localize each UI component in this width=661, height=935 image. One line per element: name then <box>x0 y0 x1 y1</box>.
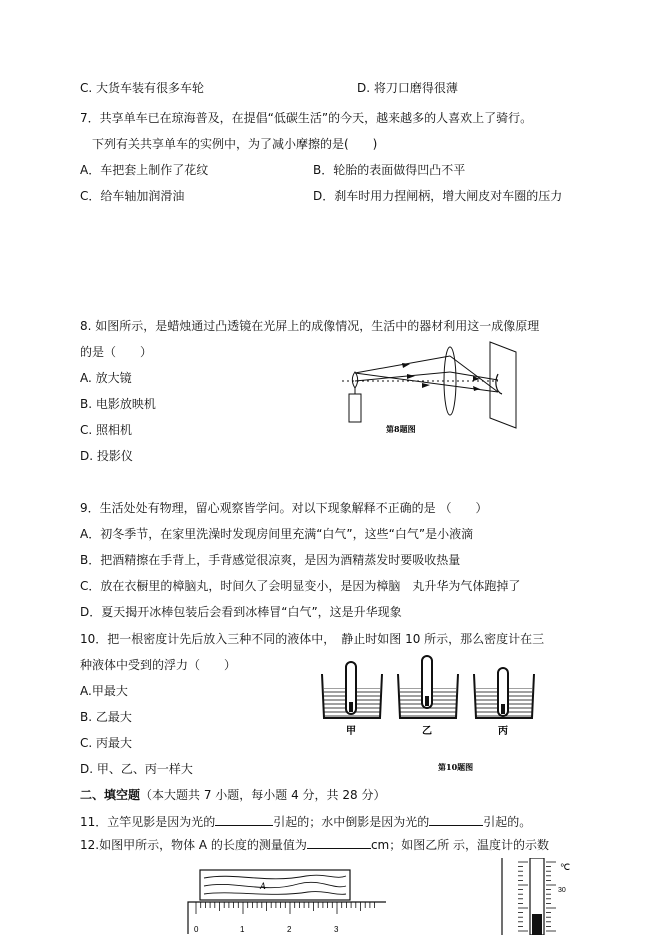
q12-part1: 12.如图甲所示，物体 A 的长度的测量值为 <box>80 838 307 852</box>
convex-lens <box>444 347 456 415</box>
q7-option-a: A．车把套上制作了花纹 <box>80 163 209 177</box>
q9-option-d: D．夏天揭开冰棒包装后会看到冰棒冒“白气”，这是升华现象 <box>80 605 402 619</box>
label-jia: 甲 <box>346 726 356 737</box>
q8-option-b: B. 电影放映机 <box>80 397 156 411</box>
q8-option-a: A. 放大镜 <box>80 371 132 385</box>
q10-option-c: C. 丙最大 <box>80 736 133 750</box>
ruler-tick-0: 0 <box>194 925 199 934</box>
q8-option-c: C. 照相机 <box>80 423 133 437</box>
lens-imaging-figure <box>340 336 530 436</box>
section-2-heading <box>80 787 385 803</box>
q11-part2: 引起的；水中倒影是因为光的 <box>273 815 430 829</box>
ruler-tick-1: 1 <box>240 925 245 934</box>
q7-option-d: D．刹车时用力捏闸柄，增大闸皮对车圈的压力 <box>313 189 563 203</box>
section-2-desc: （本大题共 7 小题，每小题 4 分，共 28 分） <box>140 788 386 802</box>
thermometer-tick-30: 30 <box>558 887 566 894</box>
q10-stem-line1: 10．把一根密度计先后放入三种不同的液体中， 静止时如图 10 所示，那么密度计在三 <box>80 632 545 646</box>
section-2-title: 二、填空题 <box>80 788 141 802</box>
q10-figure-caption: 第10题图 <box>438 762 474 772</box>
light-screen <box>490 342 516 428</box>
q8-stem-line1: 8. 如图所示，是蜡烛通过凸透镜在光屏上的成像情况，生活中的器材利用这一成像原理 <box>80 319 540 333</box>
thermometer-liquid <box>532 914 542 935</box>
thermometer-figure <box>498 858 578 935</box>
beaker-yi <box>398 656 458 737</box>
hydrometer-beakers-figure <box>318 654 538 774</box>
q12-part2: cm；如图乙所 示，温度计的示数 <box>370 838 550 852</box>
q12-line <box>80 836 549 853</box>
q10-stem-line2: 种液体中受到的浮力（ ） <box>80 658 237 672</box>
candle-flame <box>352 372 357 388</box>
q9-option-a: A．初冬季节，在家里洗澡时发现房间里充满“白气”，这些“白气”是小液滴 <box>80 527 474 541</box>
q7-stem-line1: 7．共享单车已在琼海普及，在提倡“低碳生活”的今天，越来越多的人喜欢上了骑行。 <box>80 111 533 125</box>
q8-option-d: D. 投影仪 <box>80 449 133 463</box>
q7-stem-line2: 下列有关共享单车的实例中，为了减小摩擦的是( ) <box>92 137 378 151</box>
beaker-jia <box>322 662 382 737</box>
q10-option-a: A.甲最大 <box>80 684 128 698</box>
ruler-tick-2: 2 <box>287 925 292 934</box>
q7-option-b: B．轮胎的表面做得凹凸不平 <box>313 163 466 177</box>
q9-option-b: B．把酒精擦在手背上，手背感觉很凉爽，是因为酒精蒸发时要吸收热量 <box>80 553 461 567</box>
q12-blank-1[interactable] <box>307 836 371 849</box>
thermometer-unit: ℃ <box>560 862 571 872</box>
q6-option-d: D. 将刀口磨得很薄 <box>357 81 458 95</box>
q9-option-c: C．放在衣橱里的樟脑丸，时间久了会明显变小，是因为樟脑 丸升华为气体跑掉了 <box>80 579 521 593</box>
q8-figure-caption: 第8题图 <box>386 424 416 434</box>
block-a-label: A <box>260 881 266 891</box>
beaker-bing <box>474 668 534 737</box>
candle-body <box>349 394 361 422</box>
q11-blank-1[interactable] <box>215 813 273 826</box>
label-yi: 乙 <box>422 726 432 737</box>
ruler-figure <box>186 868 390 935</box>
q11-blank-2[interactable] <box>429 813 483 826</box>
q7-option-c: C．给车轴加润滑油 <box>80 189 185 203</box>
q11-line <box>80 813 531 830</box>
ruler-tick-3: 3 <box>334 925 339 934</box>
q10-option-d: D. 甲、乙、丙一样大 <box>80 762 193 776</box>
q9-stem: 9．生活处处有物理，留心观察皆学问。对以下现象解释不正确的是 （ ） <box>80 501 488 515</box>
q10-option-b: B. 乙最大 <box>80 710 132 724</box>
q6-option-c: C. 大货车装有很多车轮 <box>80 81 205 95</box>
label-bing: 丙 <box>498 726 508 737</box>
q8-stem-line2: 的是（ ） <box>80 345 153 359</box>
q11-part3: 引起的。 <box>483 815 532 829</box>
q11-part1: 11．立竿见影是因为光的 <box>80 815 216 829</box>
